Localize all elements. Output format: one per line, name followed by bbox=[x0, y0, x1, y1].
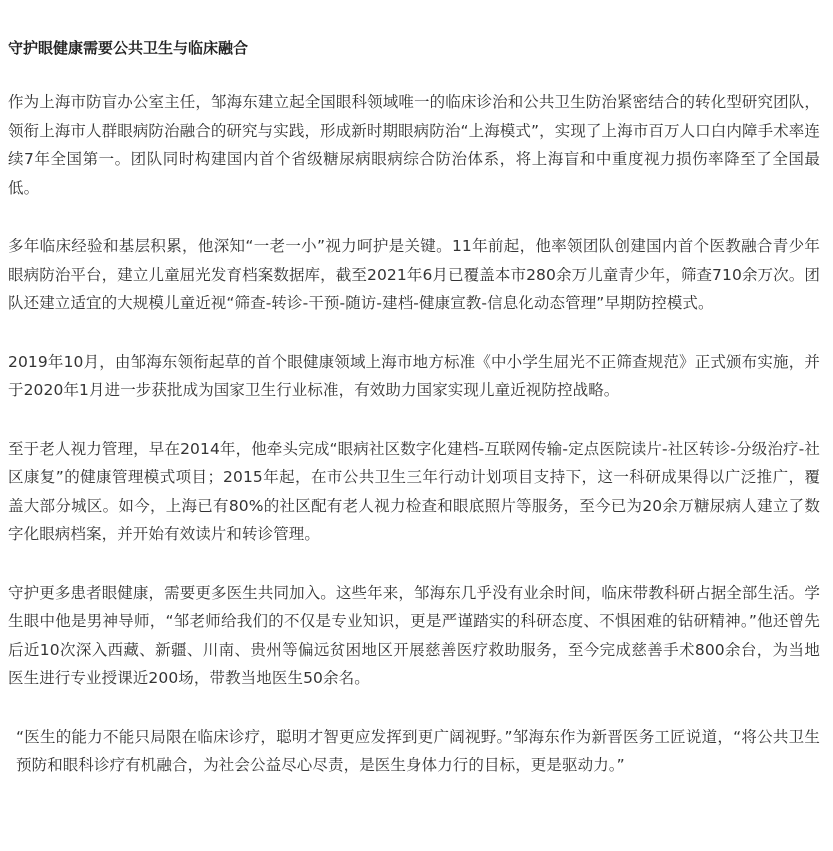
paragraph-1: 作为上海市防盲办公室主任，邹海东建立起全国眼科领域唯一的临床诊治和公共卫生防治紧密结合的转化型研究团队，领衔上海市人群眼病防治融合的研究与实践，形成新时期眼病防治“上海模式”，实现了上海市百万人口白内障手术率连续7年全国第一。团队同时构建国内首个省级糖尿病眼病综合防治体系，将上海盲和中重度视力损伤率降至了全国最低。 bbox=[8, 93, 820, 197]
article bbox=[8, 34, 820, 780]
article-heading: 守护眼健康需要公共卫生与临床融合 bbox=[8, 39, 249, 57]
paragraph-4: 至于老人视力管理，早在2014年，他牵头完成“眼病社区数字化建档-互联网传输-定点医院读片-社区转诊-分级治疗-社区康复”的健康管理模式项目；2015年起，在市公共卫生三年行动计划项目支持下，这一科研成果得以广泛推广，覆盖大部分城区。如今，上海已有80%的社区配有老人视力检查和眼底照片等服务，至今已为20余万糖尿病人建立了数字化眼病档案，并开始有效读片和转诊管理。 bbox=[8, 439, 820, 543]
paragraph-6: “医生的能力不能只局限在临床诊疗，聪明才智更应发挥到更广阔视野。”邹海东作为新晋医务工匠说道，“将公共卫生预防和眼科诊疗有机融合，为社会公益尽心尽责，是医生身体力行的目标，更是驱动力。” bbox=[16, 727, 820, 774]
paragraph-5: 守护更多患者眼健康，需要更多医生共同加入。这些年来，邹海东几乎没有业余时间，临床带教科研占据全部生活。学生眼中他是男神导师，“邹老师给我们的不仅是专业知识，更是严谨踏实的科研态度、不惧困难的钻研精神。”他还曾先后近10次深入西藏、新疆、川南、贵州等偏远贫困地区开展慈善医疗救助服务，至今完成慈善手术800余台，为当地医生进行专业授课近200场，带教当地医生50余名。 bbox=[8, 583, 820, 687]
paragraph-3: 2019年10月，由邹海东领衔起草的首个眼健康领域上海市地方标准《中小学生屈光不正筛查规范》正式颁布实施，并于2020年1月进一步获批成为国家卫生行业标准，有效助力国家实现儿童近视防控战略。 bbox=[8, 352, 820, 399]
paragraph-2: 多年临床经验和基层积累，他深知“一老一小”视力呵护是关键。11年前起，他率领团队创建国内首个医教融合青少年眼病防治平台，建立儿童屈光发育档案数据库，截至2021年6月已覆盖本市280余万儿童青少年，筛查710余万次。团队还建立适宜的大规模儿童近视“筛查-转诊-干预-随访-建档-健康宣教-信息化动态管理”早期防控模式。 bbox=[8, 237, 820, 312]
